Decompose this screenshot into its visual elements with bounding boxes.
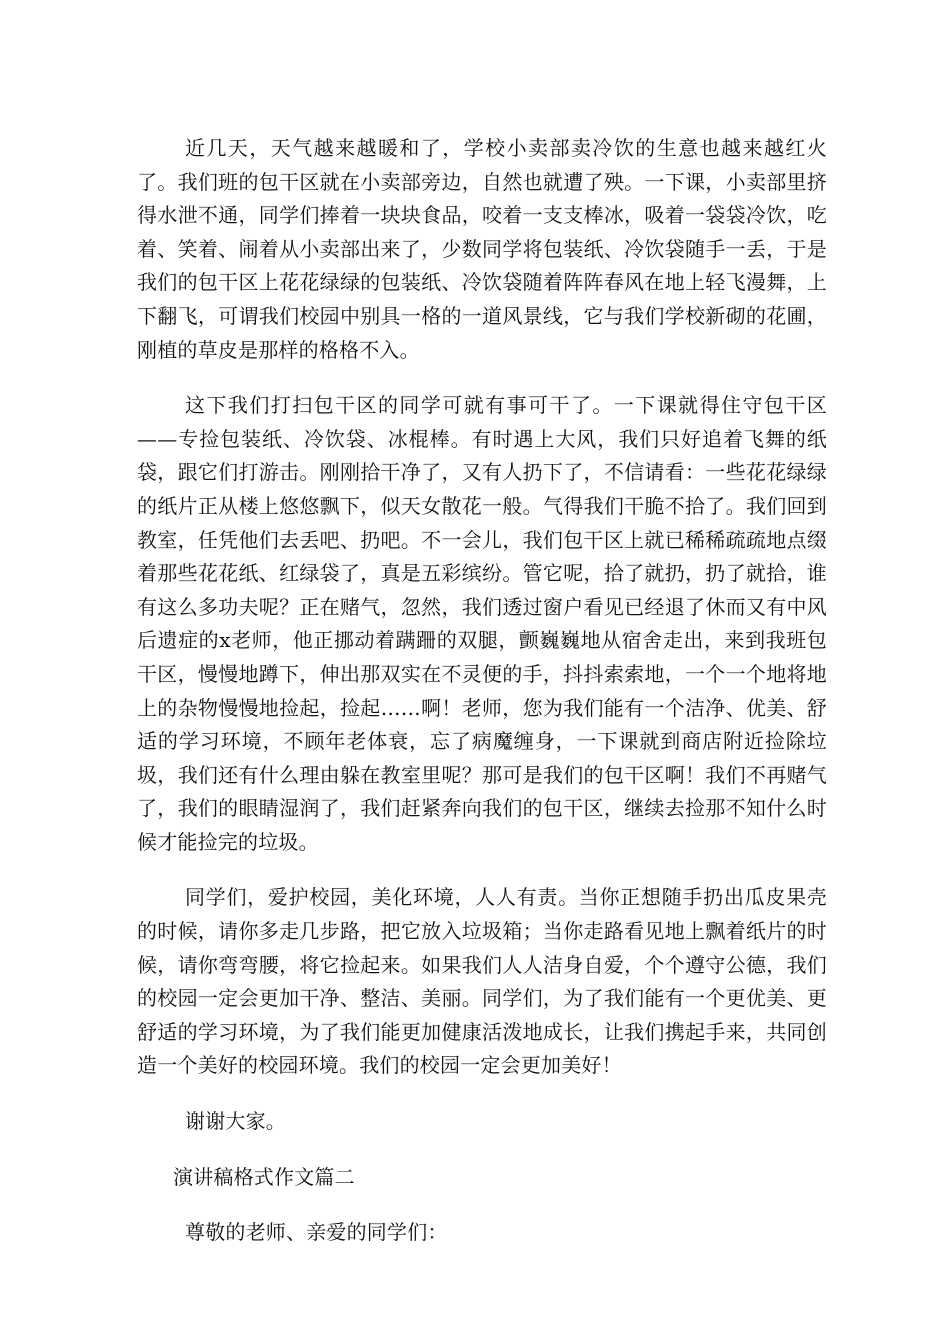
body-paragraph-2: 这下我们打扫包干区的同学可就有事可干了。一下课就得住守包干区——专捡包装纸、冷饮袋、冰棍棒。有时遇上大风，我们只好追着飞舞的纸袋，跟它们打游击。刚刚拾干净了，又有人扔下了，不信请看：一些花花绿绿的纸片正从楼上悠悠飘下，似天女散花一般。气得我们干脆不拾了。我们回到教室，任凭他们去丢吧、扔吧。不一会儿，我们包干区上就已稀稀疏疏地点缀着那些花花纸、红绿袋了，真是五彩缤纷。管它呢，拾了就扔，扔了就拾，谁有这么多功夫呢？正在赌气，忽然，我们透过窗户看见已经退了休而又有中风后遗症的x老师，他正挪动着蹒跚的双腿，颤巍巍地从宿舍走出，来到我班包干区，慢慢地蹲下，伸出那双实在不灵便的手，抖抖索索地，一个一个地将地上的杂物慢慢地捡起，捡起……啊！老师，您为我们能有一个洁净、优美、舒适的学习环境，不顾年老体衰，忘了病魔缠身，一下课就到商店附近捡除垃圾，我们还有什么理由躲在教室里呢？那可是我们的包干区啊！我们不再赌气了，我们的眼睛湿润了，我们赶紧奔向我们的包干区，继续去捡那不知什么时候才能捡完的垃圾。 — [137, 393, 827, 854]
salutation: 尊敬的老师、亲爱的同学们： — [185, 1220, 448, 1245]
body-paragraph-1: 近几天，天气越来越暖和了，学校小卖部卖冷饮的生意也越来越红火了。我们班的包干区就在小卖部旁边，自然也就遭了殃。一下课，小卖部里挤得水泄不通，同学们捧着一块块食品，咬着一支支棒冰，吸着一袋袋冷饮，吃着、笑着、闹着从小卖部出来了，少数同学将包装纸、冷饮袋随手一丢，于是我们的包干区上花花绿绿的包装纸、冷饮袋随着阵阵春风在地上轻飞漫舞，上下翻飞，可谓我们校园中别具一格的一道风景线，它与我们学校新砌的花圃，刚植的草皮是那样的格格不入。 — [137, 136, 827, 362]
section-heading: 演讲稿格式作文篇二 — [173, 1164, 355, 1189]
document-body — [137, 132, 827, 1250]
body-paragraph-3: 同学们，爱护校园，美化环境，人人有责。当你正想随手扔出瓜皮果壳的时候，请你多走几步路，把它放入垃圾箱；当你走路看见地上飘着纸片的时候，请你弯弯腰，将它捡起来。如果我们人人洁身自爱，个个遵守公德，我们的校园一定会更加干净、整洁、美丽。同学们，为了我们能有一个更优美、更舒适的学习环境，为了我们能更加健康活泼地成长，让我们携起手来，共同创造一个美好的校园环境。我们的校园一定会更加美好！ — [137, 885, 827, 1078]
closing-thanks: 谢谢大家。 — [185, 1109, 286, 1134]
